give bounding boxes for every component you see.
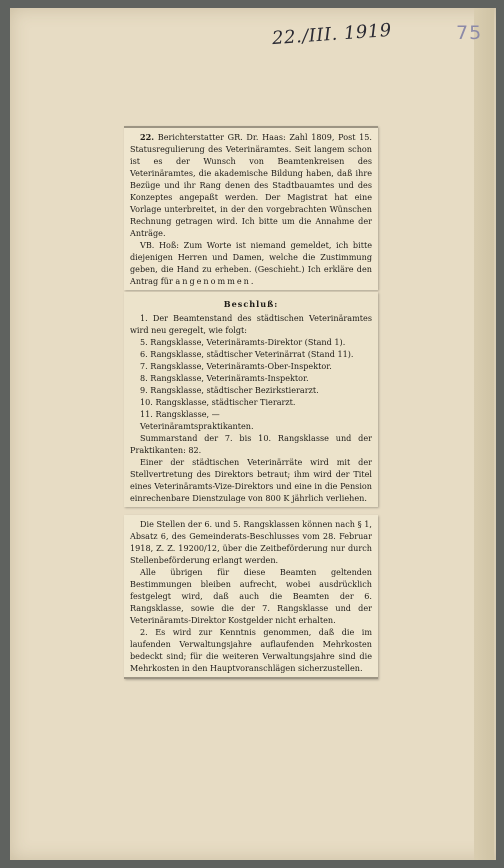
list-item: 7. Rangsklasse, Veterinäramts-Ober-Inspektor. (140, 361, 332, 371)
handwritten-date: 22./III. 1919 (271, 19, 393, 50)
accepted-text: angenommen. (175, 276, 256, 286)
list-item: 11. Rangsklasse, — (140, 409, 220, 419)
list-item: 8. Rangsklasse, Veterinäramts-Inspektor. (140, 373, 309, 383)
list-item: Veterinäramtspraktikanten. (140, 421, 254, 431)
vote-text: VB. Hoß: Zum Worte ist niemand gemeldet, ich bitte diejenigen Herren und Damen, welche die Zustimmung geben, die Hand zu erheben. (Geschieht.) Ich erkläre den Antrag für (130, 240, 372, 286)
report-text: Berichterstatter GR. Dr. Haas: Zahl 1809, Post 15. Statusregulierung des Veterinäramtes. Seit langem schon ist es der Wunsch von Beamtenkreisen des Veterinäramtes, die akademische Bildung haben, daß ihre Bezüge und ihr Rang denen des Stadtbauamtes und des Konzeptes angepaßt werden. Der Magistrat hat eine Vorlage unterbreitet, in der den vorgebrachten Wünschen Rechnung getragen wird. Ich bitte um die Annahme der Anträge. (130, 132, 372, 238)
clipping-report-section (124, 126, 378, 290)
rank-list (130, 336, 372, 432)
resolution-intro: 1. Der Beamtenstand des städtischen Veterinäramtes wird neu geregelt, wie folgt: (130, 313, 372, 335)
page-number: 75 (456, 22, 483, 44)
provision-paragraph-1: Die Stellen der 6. und 5. Rangsklassen können nach § 1, Absatz 6, des Gemeinderats-Beschlusses vom 28. Februar 1918, Z. Z. 19200/12, über die Zeitbeförderung nur durch Stellenbeförderung erlangt werden. (130, 519, 372, 565)
resolution-heading: Beschluß: (223, 299, 279, 309)
vote-paragraph (130, 239, 372, 287)
list-item: 5. Rangsklasse, Veterinäramts-Direktor (Stand 1). (140, 337, 346, 347)
item-number: 22. (140, 132, 155, 142)
clipping-provisions-section (124, 515, 378, 679)
deputy-paragraph: Einer der städtischen Veterinärräte wird mit der Stellvertretung des Direktors betraut; ihm wird der Titel eines Veterinäramts-Vize-Direktors und eine in die Pension einrechenbare Dienstzulage von 800 K jährlich verliehen. (130, 457, 372, 503)
sheet-edge (474, 8, 494, 860)
list-item: 6. Rangsklasse, städtischer Veterinärrat (Stand 11). (140, 349, 354, 359)
clipping-resolution-section (124, 292, 378, 507)
newspaper-clipping (124, 126, 378, 681)
list-item: 10. Rangsklasse, städtischer Tierarzt. (140, 397, 296, 407)
report-paragraph (130, 131, 372, 239)
summary-text: Summarstand der 7. bis 10. Rangsklasse und der Praktikanten: 82. (130, 433, 372, 455)
list-item: 9. Rangsklasse, städtischer Bezirkstierarzt. (140, 385, 319, 395)
provision-paragraph-3: 2. Es wird zur Kenntnis genommen, daß die im laufenden Verwaltungsjahre auflaufenden Mehrkosten bedeckt sind; für die weiteren Verwaltungsjahre sind die Mehrkosten in den Hauptvoranschlägen sicherzustellen. (130, 627, 372, 673)
provision-paragraph-2: Alle übrigen für diese Beamten geltenden Bestimmungen bleiben aufrecht, wobei ausdrücklich festgelegt wird, daß auch die Beamten der 6. Rangsklasse, sowie die der 7. Rangsklasse und der Veterinäramts-Direktor Kostgelder nicht erhalten. (130, 567, 372, 625)
